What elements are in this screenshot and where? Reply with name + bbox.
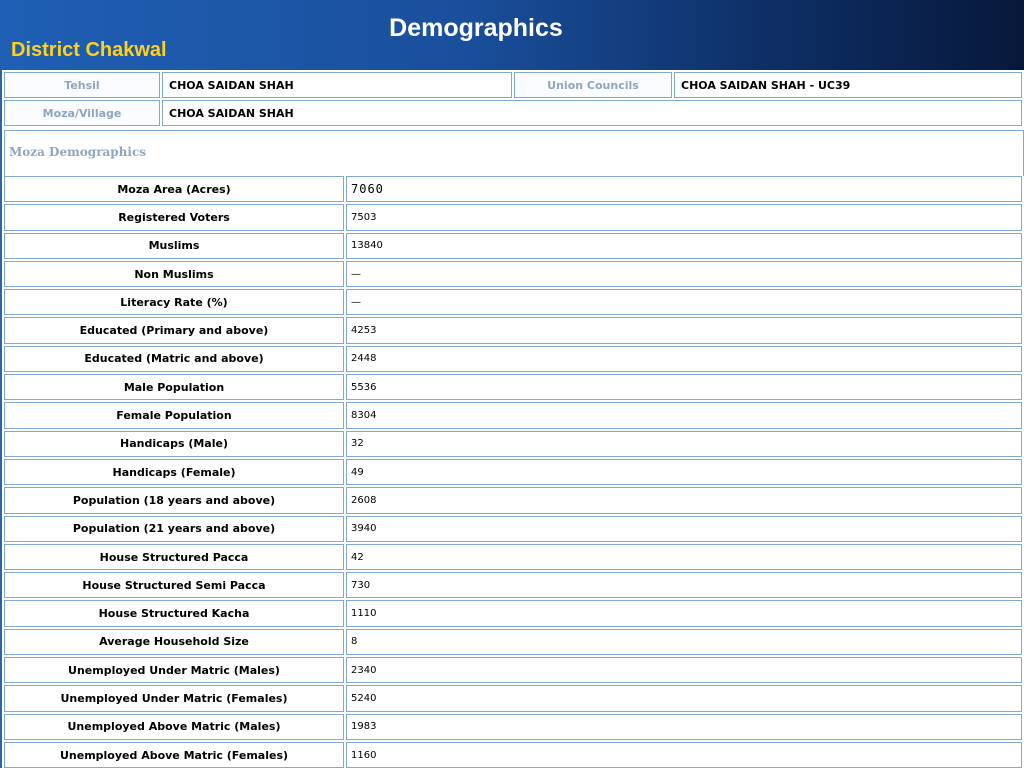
location-row-moza <box>4 100 1022 126</box>
table-row <box>4 742 1022 768</box>
table-row <box>4 261 1022 287</box>
row-label: Moza Area (Acres) <box>4 176 344 202</box>
slide-header <box>0 0 1024 70</box>
row-value: 7503 <box>346 204 1022 230</box>
row-label: Male Population <box>4 374 344 400</box>
row-value: 1160 <box>346 742 1022 768</box>
row-value: 8304 <box>346 402 1022 428</box>
row-value: 13840 <box>346 233 1022 259</box>
row-label: Unemployed Under Matric (Females) <box>4 685 344 711</box>
table-row <box>4 374 1022 400</box>
row-label: Population (18 years and above) <box>4 487 344 513</box>
row-value: 32 <box>346 431 1022 457</box>
district-title: District Chakwal <box>11 39 167 61</box>
row-value: 1110 <box>346 600 1022 626</box>
row-value: — <box>346 289 1022 315</box>
table-row <box>4 657 1022 683</box>
row-value: — <box>346 261 1022 287</box>
row-label: Handicaps (Male) <box>4 431 344 457</box>
row-value: 5240 <box>346 685 1022 711</box>
row-value: 2448 <box>346 346 1022 372</box>
row-label: Unemployed Above Matric (Males) <box>4 714 344 740</box>
row-value: 49 <box>346 459 1022 485</box>
row-label: Educated (Matric and above) <box>4 346 344 372</box>
row-value: 4253 <box>346 317 1022 343</box>
row-label: House Structured Semi Pacca <box>4 572 344 598</box>
table-row <box>4 516 1022 542</box>
row-label: Educated (Primary and above) <box>4 317 344 343</box>
row-value: 2608 <box>346 487 1022 513</box>
table-row <box>4 402 1022 428</box>
table-row <box>4 459 1022 485</box>
table-row <box>4 714 1022 740</box>
row-label: Female Population <box>4 402 344 428</box>
table-row <box>4 317 1022 343</box>
row-label: Literacy Rate (%) <box>4 289 344 315</box>
row-value: 730 <box>346 572 1022 598</box>
table-row <box>4 233 1022 259</box>
table-row <box>4 572 1022 598</box>
table-row <box>4 346 1022 372</box>
slide-title: Demographics <box>389 14 563 42</box>
table-row <box>4 544 1022 570</box>
table-row <box>4 176 1022 202</box>
moza-label: Moza/Village <box>4 100 160 126</box>
section-title: Moza Demographics <box>4 130 1024 176</box>
row-label: Unemployed Under Matric (Males) <box>4 657 344 683</box>
row-label: Non Muslims <box>4 261 344 287</box>
row-label: Handicaps (Female) <box>4 459 344 485</box>
row-value: 7060 <box>346 176 1022 202</box>
moza-value: CHOA SAIDAN SHAH <box>162 100 1022 126</box>
row-label: Population (21 years and above) <box>4 516 344 542</box>
demographics-table <box>2 174 1024 768</box>
union-council-label: Union Councils <box>514 72 672 98</box>
table-row <box>4 685 1022 711</box>
tehsil-label: Tehsil <box>4 72 160 98</box>
row-value: 5536 <box>346 374 1022 400</box>
row-value: 1983 <box>346 714 1022 740</box>
location-table <box>2 70 1024 128</box>
location-row-tehsil <box>4 72 1022 98</box>
row-label: Muslims <box>4 233 344 259</box>
table-row <box>4 600 1022 626</box>
tehsil-value: CHOA SAIDAN SHAH <box>162 72 512 98</box>
row-value: 2340 <box>346 657 1022 683</box>
row-label: Average Household Size <box>4 629 344 655</box>
table-row <box>4 431 1022 457</box>
row-label: Unemployed Above Matric (Females) <box>4 742 344 768</box>
table-row <box>4 629 1022 655</box>
row-label: Registered Voters <box>4 204 344 230</box>
union-council-value: CHOA SAIDAN SHAH - UC39 <box>674 72 1022 98</box>
table-row <box>4 204 1022 230</box>
row-label: House Structured Kacha <box>4 600 344 626</box>
row-value: 3940 <box>346 516 1022 542</box>
demographics-sheet <box>0 70 1024 768</box>
row-value: 8 <box>346 629 1022 655</box>
table-row <box>4 487 1022 513</box>
row-value: 42 <box>346 544 1022 570</box>
table-row <box>4 289 1022 315</box>
row-label: House Structured Pacca <box>4 544 344 570</box>
